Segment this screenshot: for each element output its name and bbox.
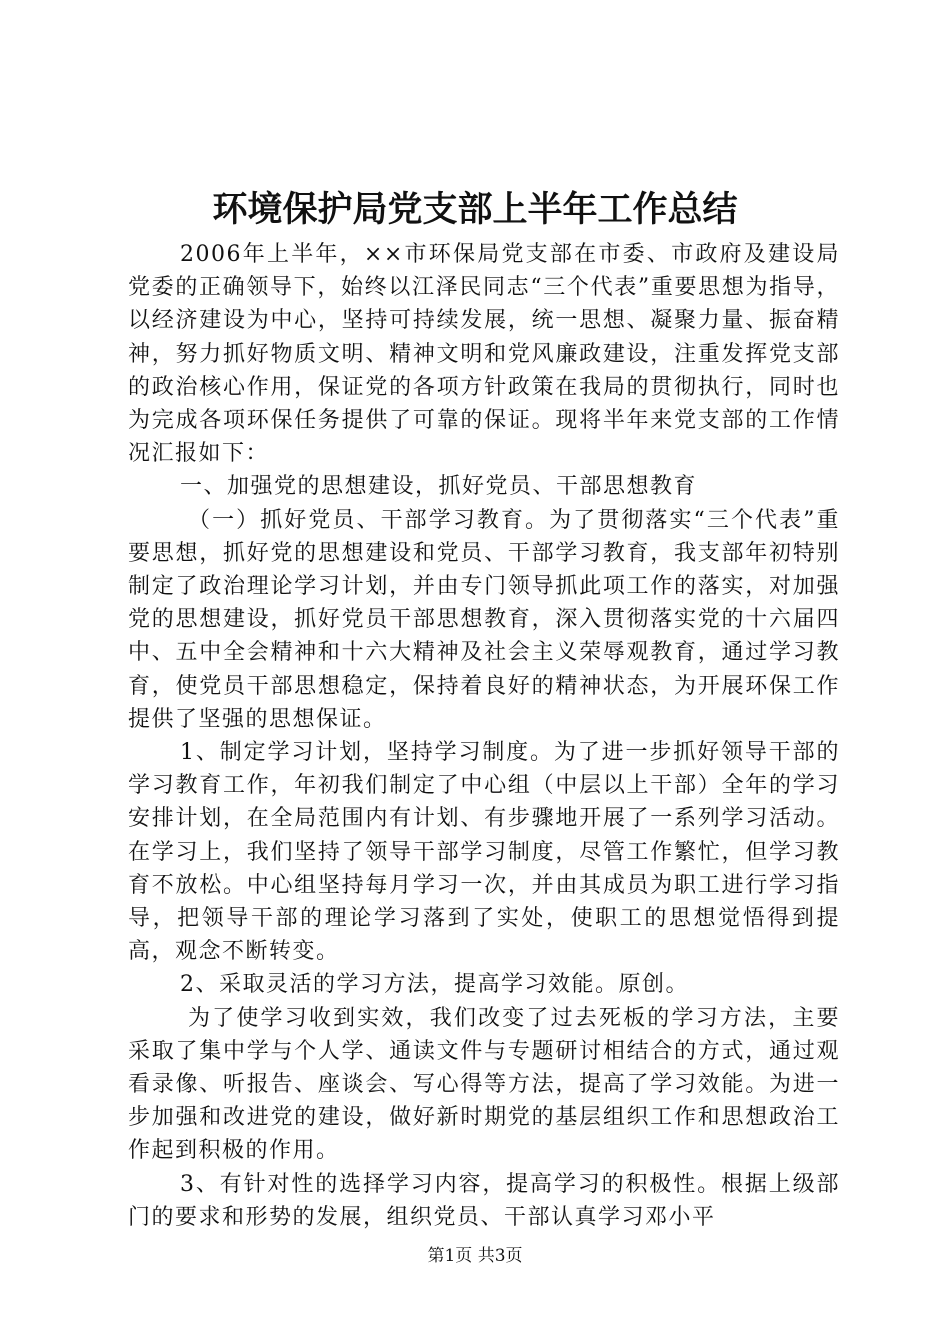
section-heading-1: 一、加强党的思想建设，抓好党员、干部思想教育 bbox=[180, 474, 698, 500]
paragraph-subsection-1: （一）抓好党员、干部学习教育。为了贯彻落实“三个代表”重要思想，抓好党的思想建设和党员、干部学习教育，我支部年初特别制定了政治理论学习计划，并由专门领导抓此项工作的落实，对加强党的思想建设，抓好党员干部思想教育，深入贯彻落实党的十六届四中、五中全会精神和十六大精神及社会主义荣辱观教育，通过学习教育，使党员干部思想稳定，保持着良好的精神状态，为开展环保工作提供了坚强的思想保证。 bbox=[128, 507, 840, 732]
paragraph-item-2-detail: 为了使学习收到实效，我们改变了过去死板的学习方法，主要采取了集中学与个人学、通读文件与专题研讨相结合的方式，通过观看录像、听报告、座谈会、写心得等方法，提高了学习效能。为进一步加强和改进党的建设，做好新时期党的基层组织工作和思想政治工作起到积极的作用。 bbox=[128, 1005, 840, 1164]
paragraph-item-2: 2、采取灵活的学习方法，提高学习效能。原创。 bbox=[180, 972, 689, 998]
document-body bbox=[128, 238, 840, 1234]
paragraph-intro: 2006年上半年，××市环保局党支部在市委、市政府及建设局党委的正确领导下，始终以江泽民同志“三个代表”重要思想为指导，以经济建设为中心，坚持可持续发展，统一思想、凝聚力量、振奋精神，努力抓好物质文明、精神文明和党风廉政建设，注重发挥党支部的政治核心作用，保证党的各项方针政策在我局的贯彻执行，同时也为完成各项环保任务提供了可靠的保证。现将半年来党支部的工作情况汇报如下： bbox=[128, 242, 840, 467]
document-title: 环境保护局党支部上半年工作总结 bbox=[212, 189, 738, 230]
page-number: 第1页 共3页 bbox=[427, 1246, 523, 1266]
paragraph-item-3: 3、有针对性的选择学习内容，提高学习的积极性。根据上级部门的要求和形势的发展，组织党员、干部认真学习邓小平 bbox=[128, 1171, 840, 1230]
paragraph-item-1: 1、制定学习计划，坚持学习制度。为了进一步抓好领导干部的学习教育工作，年初我们制定了中心组（中层以上干部）全年的学习安排计划，在全局范围内有计划、有步骤地开展了一系列学习活动。在学习上，我们坚持了领导干部学习制度，尽管工作繁忙，但学习教育不放松。中心组坚持每月学习一次，并由其成员为职工进行学习指导，把领导干部的理论学习落到了实处，使职工的思想觉悟得到提高，观念不断转变。 bbox=[128, 740, 840, 965]
